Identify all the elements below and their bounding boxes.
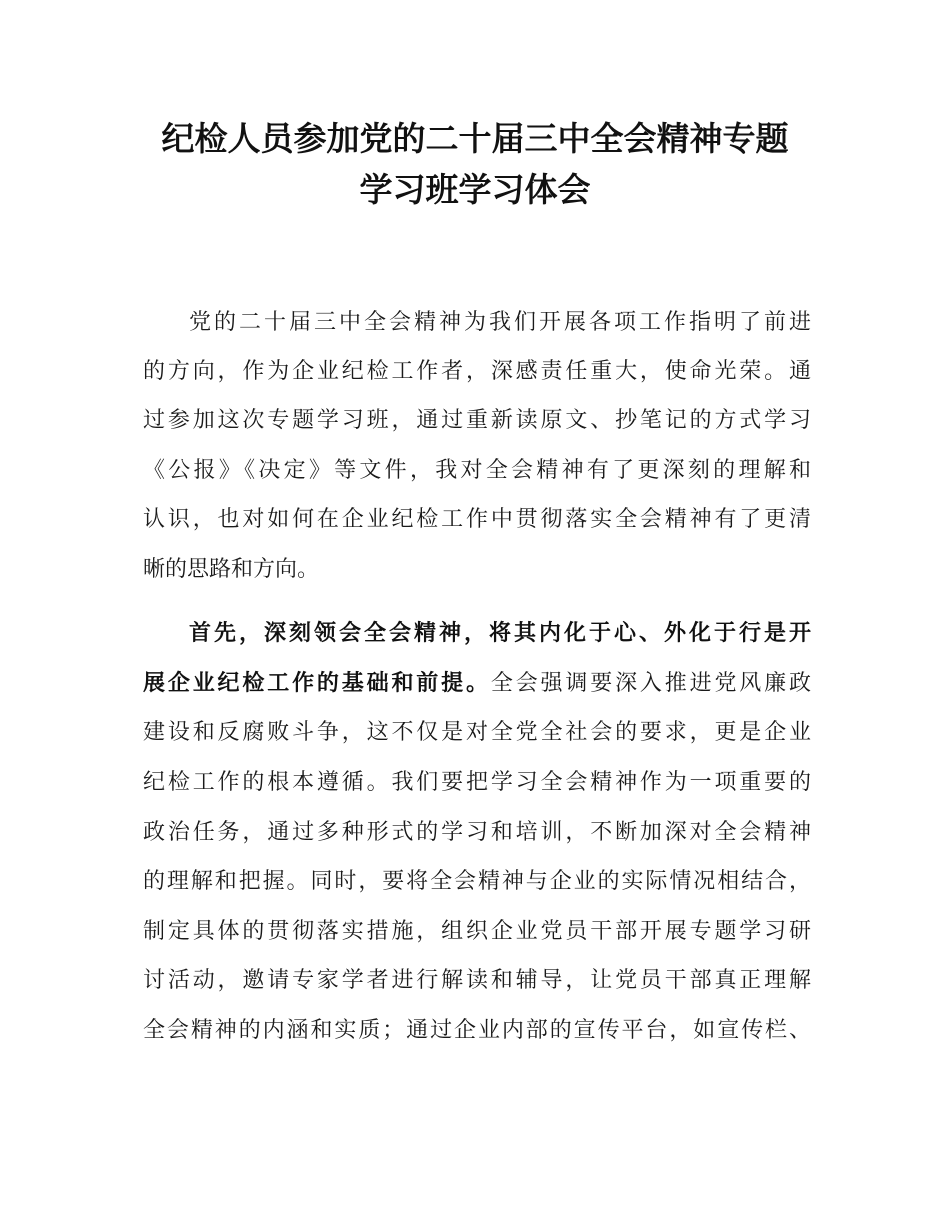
document-title-line-1: 纪检人员参加党的二十届三中全会精神专题 xyxy=(161,119,789,158)
paragraph-2-bold-lead: 展企业纪检工作的基础和前提。 xyxy=(143,671,491,696)
paragraph-2-line-7: 制定具体的贯彻落实措施，组织企业党员干部开展专题学习研 xyxy=(143,919,811,944)
paragraph-1-line-3: 过参加这次专题学习班，通过重新读原文、抄笔记的方式学习 xyxy=(143,408,811,433)
paragraph-1-line-2: 的方向，作为企业纪检工作者，深感责任重大，使命光荣。通 xyxy=(143,359,811,384)
paragraph-2-line-4: 纪检工作的根本遵循。我们要把学习全会精神作为一项重要的 xyxy=(143,770,811,795)
paragraph-2-line-2-rest: 全会强调要深入推进党风廉政 xyxy=(490,671,811,696)
document-title-line-2: 学习班学习体会 xyxy=(359,170,591,209)
paragraph-2-line-5: 政治任务，通过多种形式的学习和培训，不断加深对全会精神 xyxy=(143,820,811,845)
paragraph-1-line-1: 党的二十届三中全会精神为我们开展各项工作指明了前进 xyxy=(189,310,811,335)
paragraph-2-line-1: 首先，深刻领会全会精神，将其内化于心、外化于行是开 xyxy=(189,621,811,646)
paragraph-2-line-8: 讨活动，邀请专家学者进行解读和辅导，让党员干部真正理解 xyxy=(143,968,811,993)
paragraph-2-line-2 xyxy=(143,669,811,699)
paragraph-1-line-5: 认识，也对如何在企业纪检工作中贯彻落实全会精神有了更清 xyxy=(143,507,811,532)
paragraph-1-line-4: 《公报》《决定》等文件，我对全会精神有了更深刻的理解和 xyxy=(143,458,811,483)
paragraph-2-line-6: 的理解和把握。同时，要将全会精神与企业的实际情况相结合， xyxy=(143,869,811,894)
paragraph-2-line-9: 全会精神的内涵和实质；通过企业内部的宣传平台，如宣传栏、 xyxy=(143,1018,811,1043)
paragraph-2-line-3: 建设和反腐败斗争，这不仅是对全党全社会的要求，更是企业 xyxy=(143,720,811,745)
paragraph-1-line-6: 晰的思路和方向。 xyxy=(143,557,320,582)
